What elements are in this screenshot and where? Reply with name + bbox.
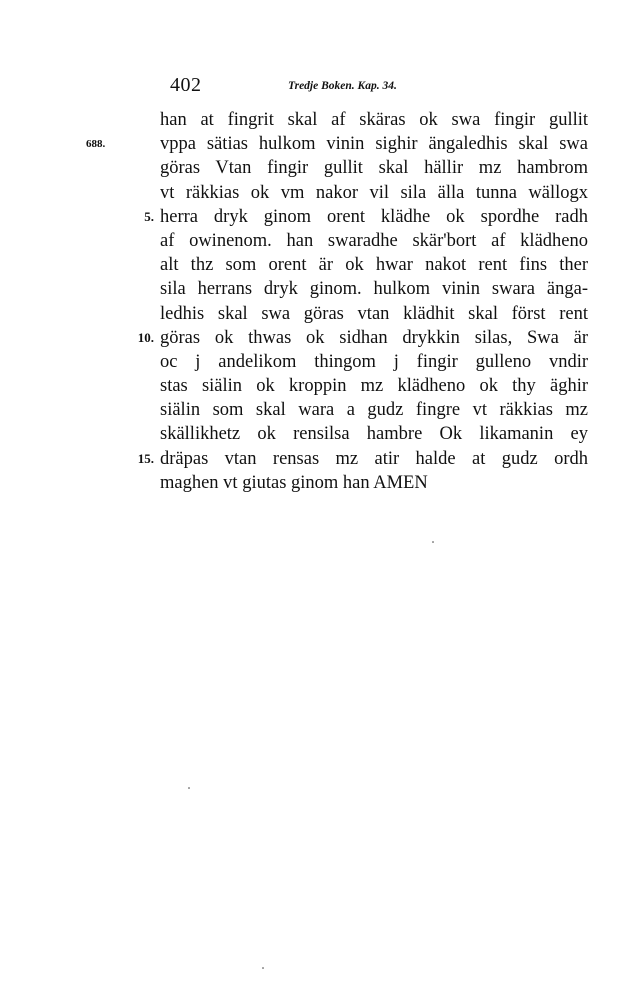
line-text: dräpas vtan rensas mz atir halde at gudz ordh	[160, 448, 588, 469]
running-title: Tredje Boken. Kap. 34.	[288, 80, 397, 92]
text-line	[0, 229, 632, 253]
scan-speck	[188, 787, 190, 789]
scan-speck	[262, 967, 264, 969]
line-text: ledhis skal swa göras vtan klädhit skal först rent	[160, 303, 588, 324]
line-text: göras Vtan fingir gullit skal hällir mz hambrom	[160, 158, 588, 179]
line-number: 5.	[144, 208, 154, 224]
text-line	[0, 471, 632, 495]
line-text: maghen vt giutas ginom han AMEN	[160, 472, 428, 493]
text-line	[0, 108, 632, 132]
line-text: skällikhetz ok rensilsa hambre Ok likamanin ey	[160, 424, 588, 445]
text-line	[0, 302, 632, 326]
text-line	[0, 374, 632, 398]
body-text	[0, 108, 632, 495]
text-line	[0, 132, 632, 156]
text-line	[0, 398, 632, 422]
text-line	[0, 253, 632, 277]
line-text: siälin som skal wara a gudz fingre vt räkkias mz	[160, 400, 588, 421]
line-text: vt räkkias ok vm nakor vil sila älla tunna wällogx	[160, 182, 588, 203]
page-header	[170, 74, 470, 100]
margin-page-reference: 688.	[86, 138, 106, 151]
text-line	[0, 277, 632, 301]
line-text: han at fingrit skal af skäras ok swa fingir gullit	[160, 110, 588, 130]
text-line	[0, 326, 632, 350]
line-text: oc j andelikom thingom j fingir gulleno vndir	[160, 351, 588, 372]
page-number: 402	[170, 74, 202, 96]
line-text: göras ok thwas ok sidhan drykkin silas, Swa är	[160, 327, 588, 348]
text-line	[0, 350, 632, 374]
text-line	[0, 205, 632, 229]
line-text: alt thz som orent är ok hwar nakot rent fins ther	[160, 255, 588, 276]
text-line	[0, 181, 632, 205]
text-line	[0, 156, 632, 180]
line-text: stas siälin ok kroppin mz klädheno ok thy äghir	[160, 376, 588, 397]
line-number: 10.	[137, 329, 154, 345]
scan-speck	[432, 541, 434, 543]
line-number: 15.	[137, 450, 154, 466]
line-text: herra dryk ginom orent klädhe ok spordhe radh	[160, 206, 588, 227]
line-text: sila herrans dryk ginom. hulkom vinin swara änga-	[160, 279, 588, 300]
line-text: af owinenom. han swaradhe skär'bort af klädheno	[160, 230, 588, 251]
text-line	[0, 447, 632, 471]
text-line	[0, 422, 632, 446]
line-text: vppa sätias hulkom vinin sighir ängaledhis skal swa	[160, 134, 588, 155]
